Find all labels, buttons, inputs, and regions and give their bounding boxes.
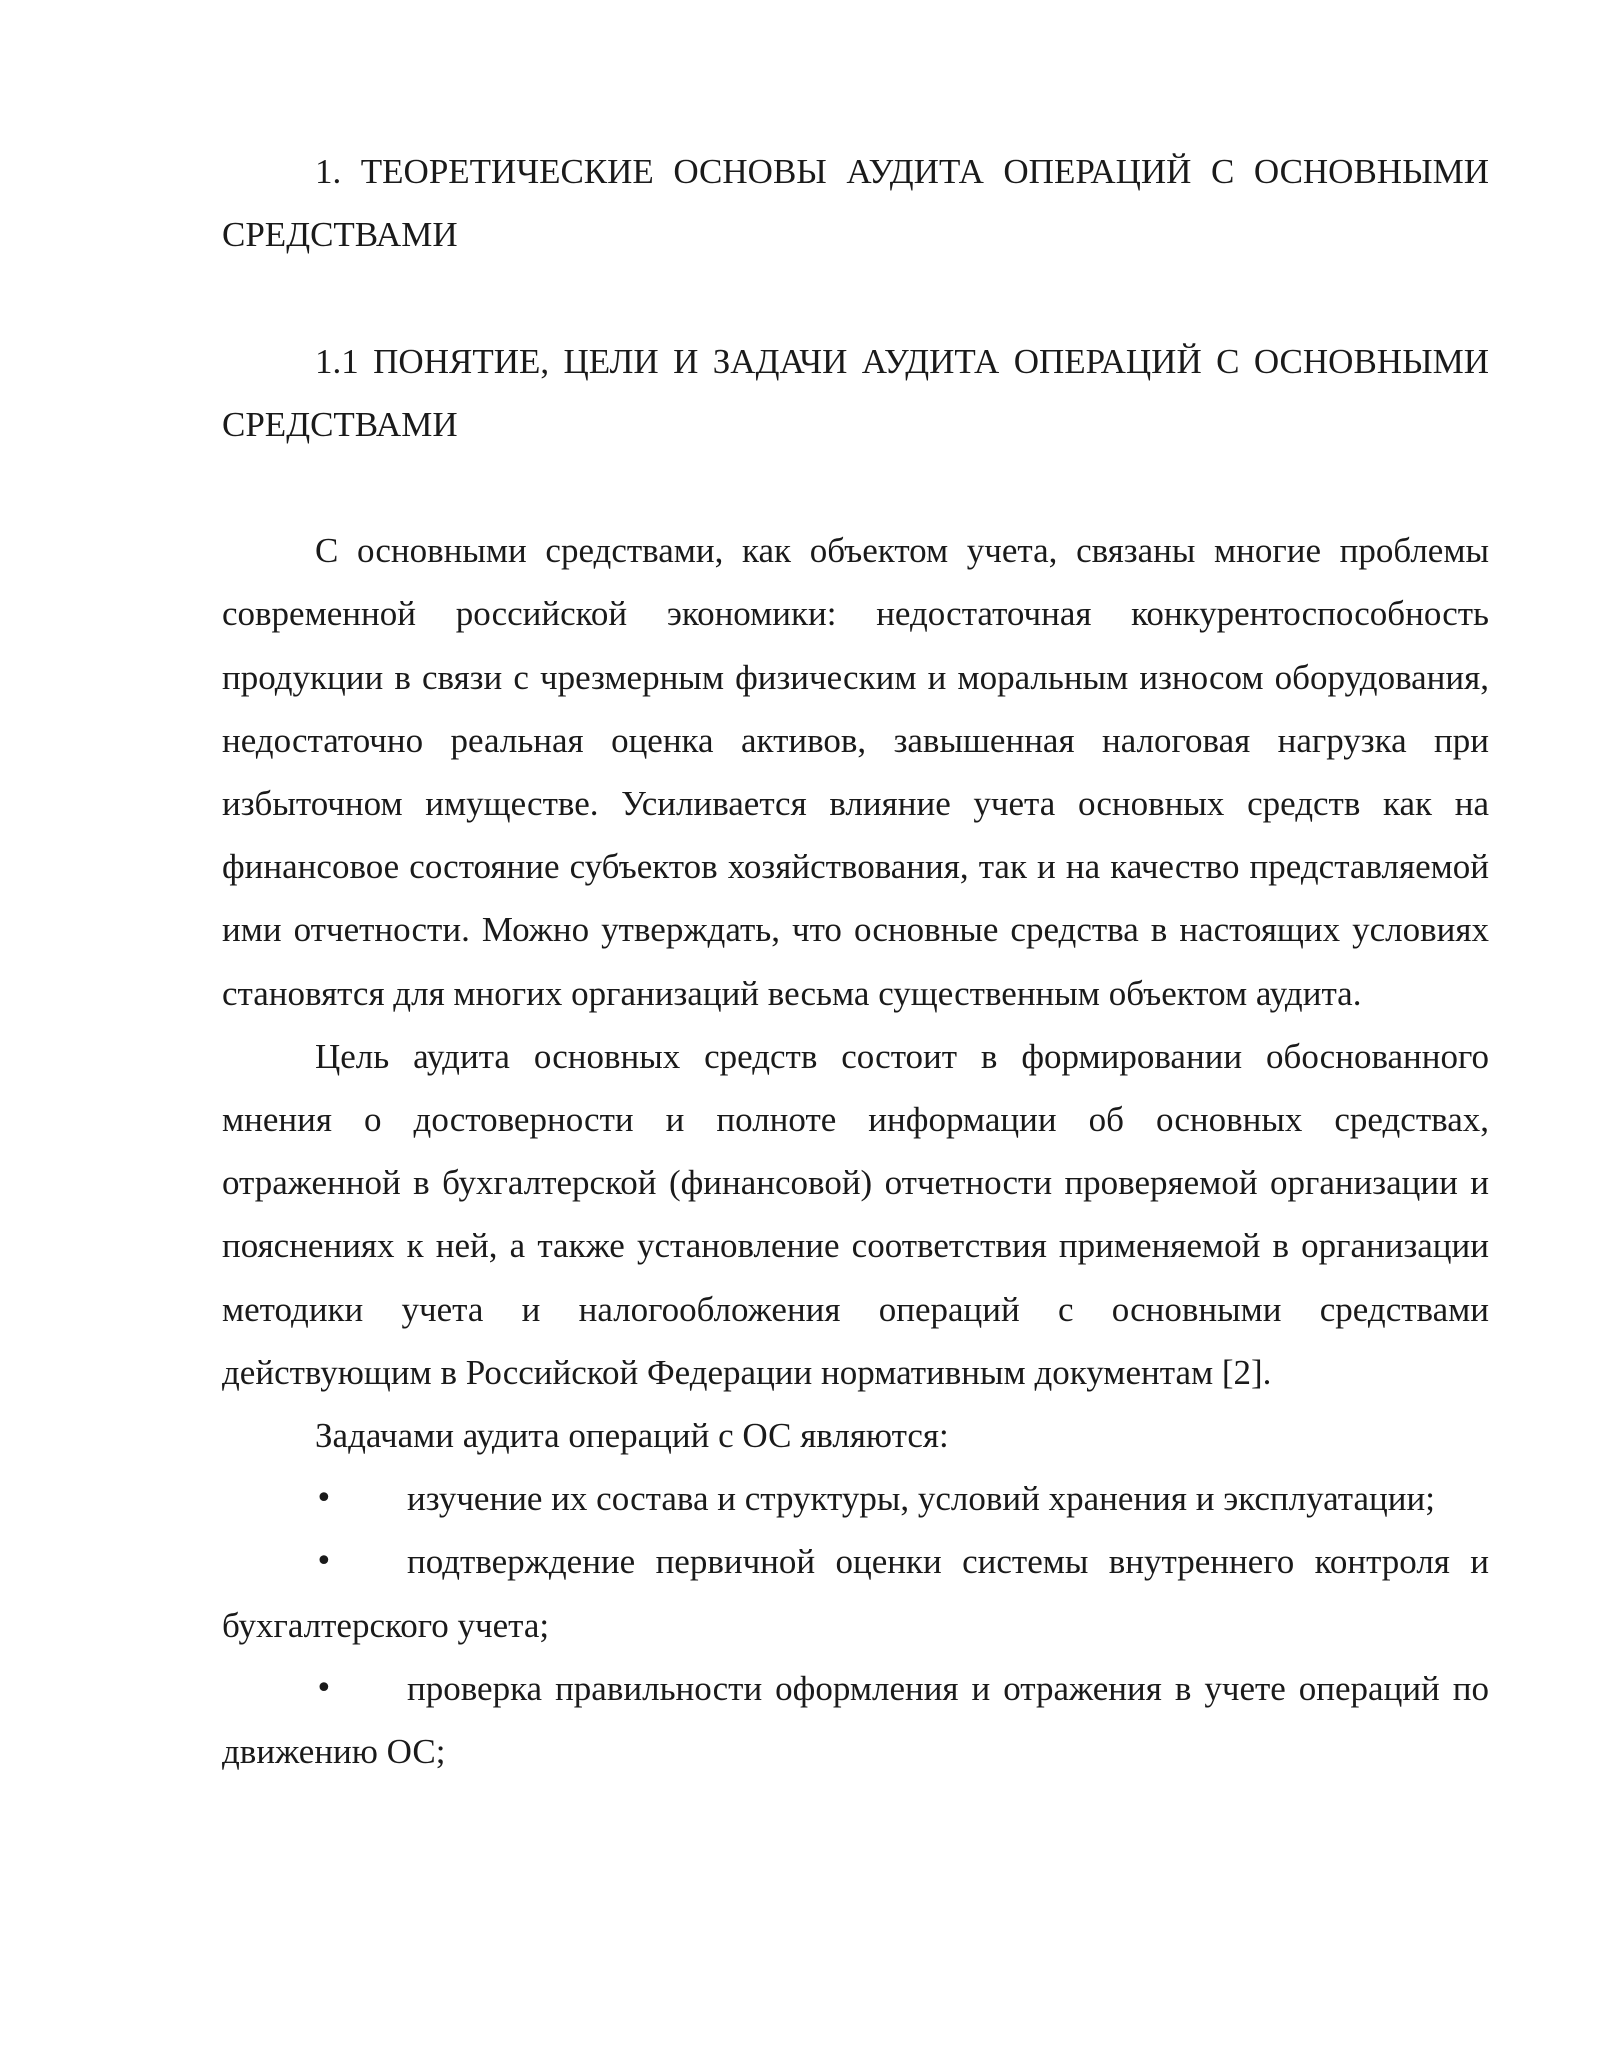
- bullet-icon: •: [315, 1670, 333, 1706]
- list-item-text: изучение их состава и структуры, условий хранения и эксплуатации;: [407, 1479, 1435, 1519]
- bullet-icon: •: [315, 1544, 333, 1580]
- section-heading: 1.1 ПОНЯТИЕ, ЦЕЛИ И ЗАДАЧИ АУДИТА ОПЕРАЦИЙ С ОСНОВНЫМИ СРЕДСТВАМИ: [222, 341, 1489, 444]
- spacer: [222, 266, 1489, 329]
- chapter-heading: 1. ТЕОРЕТИЧЕСКИЕ ОСНОВЫ АУДИТА ОПЕРАЦИЙ С ОСНОВНЫМИ СРЕДСТВАМИ: [222, 152, 1489, 255]
- body-paragraph: С основными средствами, как объектом учета, связаны многие проблемы современной российской экономики: недостаточная конкурентоспособность продукции в связи с чрезмерным физическим и моральным износом оборудования, недостаточно реальная оценка активов, завышенная налоговая нагрузка при избыточном имуществе. Усиливается влияние учета основных средств как на финансовое состояние субъектов хозяйствования, так и на качество представляемой ими отчетности. Можно утверждать, что основные средства в настоящих условиях становятся для многих организаций весьма существенным объектом аудита.: [222, 531, 1489, 1013]
- list-item: [222, 1467, 1489, 1530]
- list-intro-paragraph: Задачами аудита операций с ОС являются:: [315, 1416, 949, 1456]
- bullet-icon: •: [315, 1481, 333, 1517]
- document-body: [222, 140, 1489, 1783]
- list-item: [222, 1657, 1489, 1783]
- body-paragraph: Цель аудита основных средств состоит в формировании обоснованного мнения о достоверности и полноте информации об основных средствах, отраженной в бухгалтерской (финансовой) отчетности проверяемой организации и пояснениях к ней, а также установление соответствия применяемой в организации методики учета и налогообложения операций с основными средствами действующим в Российской Федерации нормативным документам [2].: [222, 1036, 1489, 1392]
- list-item-text: подтверждение первичной оценки системы внутреннего контроля и бухгалтерского учета;: [222, 1542, 1489, 1645]
- spacer: [222, 456, 1489, 519]
- list-item: [222, 1530, 1489, 1656]
- list-item-text: проверка правильности оформления и отражения в учете операций по движению ОС;: [222, 1668, 1489, 1772]
